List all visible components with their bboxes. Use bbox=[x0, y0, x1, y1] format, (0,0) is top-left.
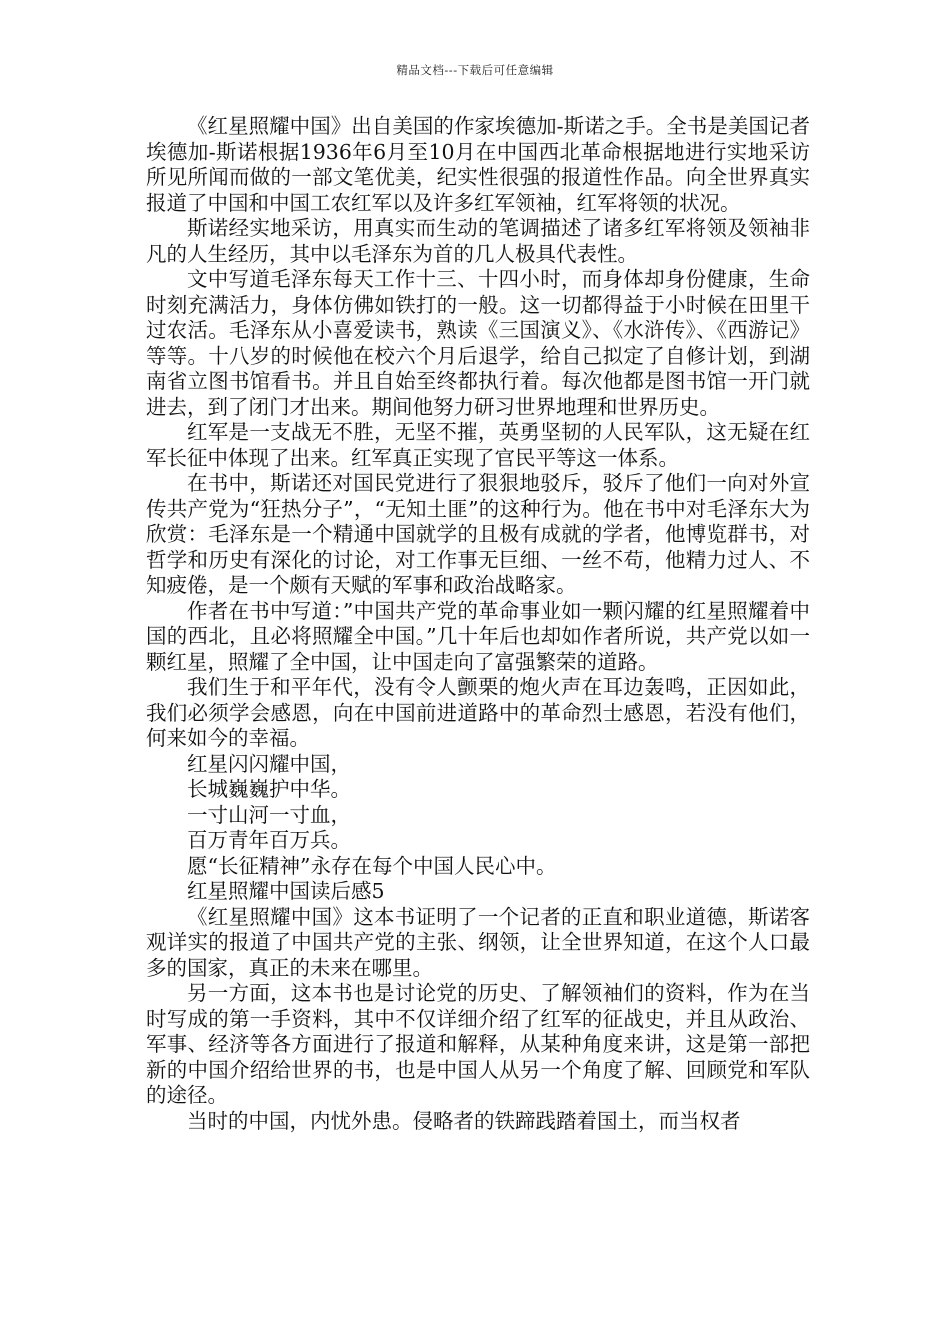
paragraph: 《红星照耀中国》这本书证明了一个记者的正直和职业道德，斯诺客观详实的报道了中国共产党的主张、纲领，让全世界知道，在这个人口最多的国家，真正的未来在哪里。 bbox=[146, 904, 810, 980]
poem-line: 红星闪闪耀中国， bbox=[187, 751, 351, 776]
paragraph: 《红星照耀中国》出自美国的作家埃德加-斯诺之手。全书是美国记者埃德加-斯诺根据1936年6月至10月在中国西北革命根据地进行实地采访所见所闻而做的一部文笔优美，纪实性很强的报道性作品。向全世界真实报道了中国和中国工农红军以及许多红军领袖，红军将领的状况。 bbox=[146, 114, 810, 215]
paragraph: 另一方面，这本书也是讨论党的历史、了解领袖们的资料，作为在当时写成的第一手资料，其中不仅详细介绍了红军的征战史，并且从政治、军事、经济等各方面进行了报道和解释，从某种角度来讲，这是第一部把新的中国介绍给世界的书，也是中国人从另一个角度了解、回顾党和军队的途径。 bbox=[146, 981, 810, 1107]
poem-line: 百万青年百万兵。 bbox=[187, 828, 351, 852]
document-body bbox=[146, 114, 810, 1134]
paragraph: 愿“长征精神”永存在每个中国人民心中。 bbox=[187, 853, 557, 878]
paragraph: 当时的中国，内忧外患。侵略者的铁蹄践踏着国土，而当权者 bbox=[187, 1108, 741, 1133]
paragraph: 斯诺经实地采访，用真实而生动的笔调描述了诸多红军将领及领袖非凡的人生经历，其中以毛泽东为首的几人极具代表性。 bbox=[146, 216, 810, 266]
page-header: 精品文档---下载后可任意编辑 bbox=[396, 63, 554, 77]
paragraph: 我们生于和平年代，没有令人颤栗的炮火声在耳边轰鸣，正因如此，我们必须学会感恩，向在中国前进道路中的革命烈士感恩，若没有他们，何来如今的幸福。 bbox=[146, 675, 810, 750]
paragraph: 文中写道毛泽东每天工作十三、十四小时，而身体却身份健康，生命时刻充满活力，身体仿佛如铁打的一般。这一切都得益于小时候在田里干过农活。毛泽东从小喜爱读书，熟读《三国演义》、《水浒传》、《西游记》等等。十八岁的时候他在校六个月后退学，给自己拟定了自修计划，到湖南省立图书馆看书。并且自始至终都执行着。每次他都是图书馆一开门就进去，到了闭门才出来。期间他努力研习世界地理和世界历史。 bbox=[146, 267, 810, 419]
poem-line: 一寸山河一寸血， bbox=[187, 802, 351, 827]
section-title: 红星照耀中国读后感5 bbox=[187, 879, 385, 903]
paragraph: 在书中，斯诺还对国民党进行了狠狠地驳斥，驳斥了他们一向对外宣传共产党为“狂热分子”，“无知土匪”的这种行为。他在书中对毛泽东大为欣赏：毛泽东是一个精通中国就学的且极有成就的学者，他博览群书，对哲学和历史有深化的讨论，对工作事无巨细、一丝不苟，他精力过人、不知疲倦，是一个颇有天赋的军事和政治战略家。 bbox=[146, 471, 810, 597]
paragraph: 红军是一支战无不胜，无坚不摧，英勇坚韧的人民军队，这无疑在红军长征中体现了出来。红军真正实现了官民平等这一体系。 bbox=[146, 420, 810, 470]
paragraph: 作者在书中写道：”中国共产党的革命事业如一颗闪耀的红星照耀着中国的西北，且必将照耀全中国。”几十年后也却如作者所说，共产党以如一颗红星，照耀了全中国，让中国走向了富强繁荣的道路。 bbox=[146, 598, 810, 674]
poem-line: 长城巍巍护中华。 bbox=[187, 777, 351, 801]
